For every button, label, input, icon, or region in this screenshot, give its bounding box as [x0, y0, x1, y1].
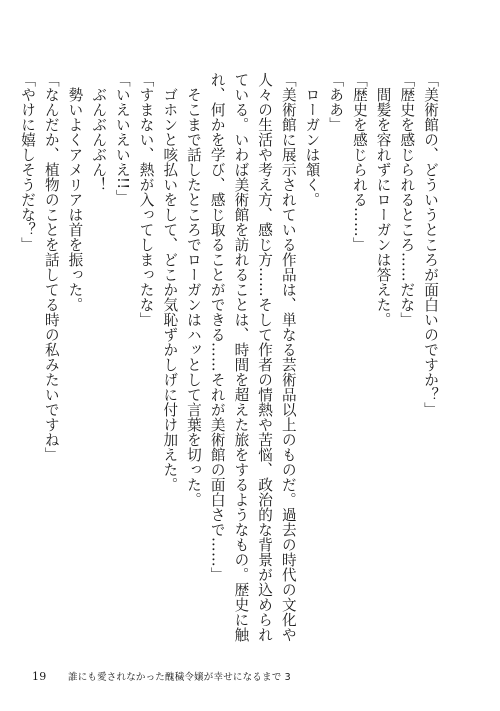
text-line: 勢いよくアメリアは首を振った。	[66, 72, 84, 312]
text-line: 「ああ」	[327, 72, 345, 132]
text-line: そこまで話したところでローガンはハッとして言葉を切った。	[184, 72, 202, 507]
text-line: ぶんぶんぶん！	[90, 72, 108, 192]
text-line: 「やけに嬉しそうだな？」	[19, 72, 37, 252]
text-line: ゴホンと咳払いをして、どこか気恥ずかしげに付け加えた。	[161, 72, 179, 492]
text-line: 「なんだか、植物のことを話してる時の私みたいですね」	[42, 72, 60, 462]
text-line: ローガンは頷く。	[303, 72, 321, 207]
page-number: 19	[32, 670, 47, 683]
text-line: 「歴史を感じられる……」	[350, 72, 368, 252]
page-footer	[32, 669, 291, 683]
text-line: 間髪を容れずにローガンは答えた。	[374, 72, 392, 327]
text-line: 「歴史を感じられるところ……だな」	[398, 72, 416, 327]
vertical-text-body	[19, 72, 442, 647]
book-title: 誰にも愛されなかった醜穢令嬢が幸せになるまで 3	[68, 672, 291, 683]
text-line: 「いえいえいえ!!」	[113, 72, 131, 205]
text-line: 「美術館に展示されている作品は、単なる芸術品以上のものだ。過去の時代の文化や人々の生活や考え方、感じ方……そして作者の情熱や苦悩、政治的な背景が込められている。いわば美術館を訪れることは、時間を超えた旅をするようなもの。歴史に触れ、何かを学び、感じ取ることができる……それが美術館の面白さで……」	[208, 72, 297, 642]
text-line: 「すまない、熱が入ってしまったな」	[137, 72, 155, 327]
text-line: 「美術館の、どういうところが面白いのですか？」	[422, 72, 439, 417]
